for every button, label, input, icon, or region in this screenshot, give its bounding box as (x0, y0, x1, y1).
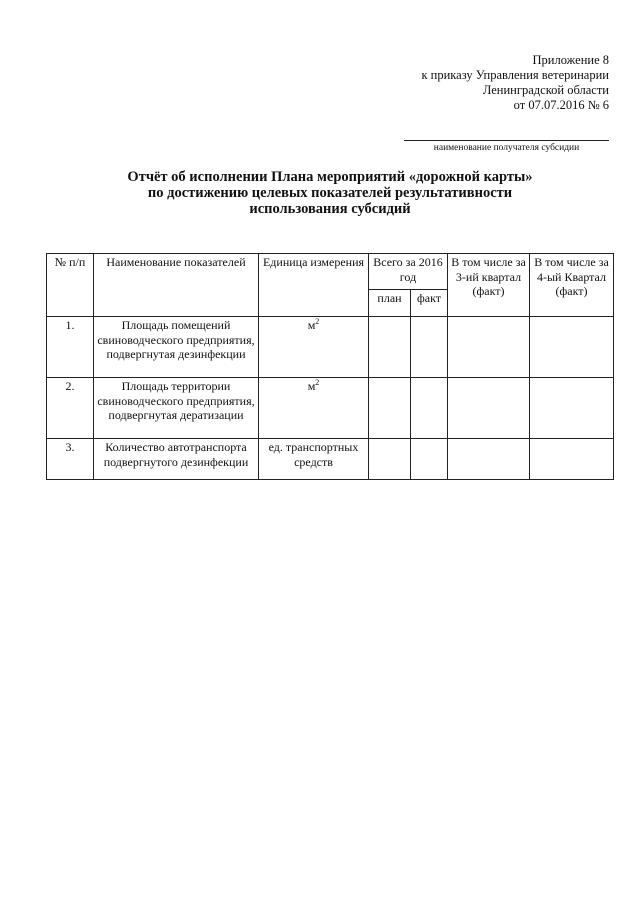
header-name: Наименование показателей (94, 254, 259, 317)
appendix-line: Приложение 8 (532, 53, 609, 67)
table-row (47, 378, 614, 439)
cell-fact (411, 317, 448, 378)
document-title (60, 169, 600, 217)
report-table (46, 253, 614, 480)
cell-fact (411, 378, 448, 439)
cell-q3 (448, 439, 530, 480)
cell-q4 (530, 439, 614, 480)
cell-unit (259, 378, 369, 439)
cell-q3 (448, 378, 530, 439)
cell-q4 (530, 378, 614, 439)
title-line: Отчёт об исполнении Плана мероприятий «дорожной карты» (127, 169, 533, 185)
cell-name: Количество автотранспорта подвергнутого дезинфекции (94, 439, 259, 480)
cell-num: 3. (47, 439, 94, 480)
cell-plan (369, 378, 411, 439)
cell-plan (369, 439, 411, 480)
cell-name: Площадь территории свиноводческого предприятия, подвергнутая дератизации (94, 378, 259, 439)
recipient-caption: наименование получателя субсидии (404, 140, 609, 153)
unit-text: м (307, 379, 316, 393)
unit-text: м (307, 318, 316, 332)
header-q3: В том числе за 3-ий квартал (факт) (448, 254, 530, 317)
cell-q4 (530, 317, 614, 378)
cell-num: 2. (47, 378, 94, 439)
unit-superscript: 2 (315, 317, 320, 326)
header-q4: В том числе за 4-ый Квартал (факт) (530, 254, 614, 317)
cell-plan (369, 317, 411, 378)
header-plan: план (369, 290, 411, 317)
title-line: использования субсидий (249, 201, 411, 217)
cell-q3 (448, 317, 530, 378)
title-line: по достижению целевых показателей результативности (147, 185, 513, 201)
cell-fact (411, 439, 448, 480)
appendix-block (309, 53, 609, 113)
unit-superscript: 2 (315, 378, 320, 387)
cell-name: Площадь помещений свиноводческого предприятия, подвергнутая дезинфекции (94, 317, 259, 378)
cell-unit (259, 317, 369, 378)
appendix-line: от 07.07.2016 № 6 (513, 98, 609, 112)
table-row (47, 439, 614, 480)
unit-text: ед. транспортных средств (268, 440, 359, 469)
header-total: Всего за 2016 год (369, 254, 448, 290)
appendix-line: к приказу Управления ветеринарии (421, 68, 609, 82)
appendix-line: Ленинградской области (482, 83, 609, 97)
cell-num: 1. (47, 317, 94, 378)
table-row (47, 317, 614, 378)
header-num: № п/п (47, 254, 94, 317)
header-fact: факт (411, 290, 448, 317)
cell-unit (259, 439, 369, 480)
header-unit: Единица измерения (259, 254, 369, 317)
